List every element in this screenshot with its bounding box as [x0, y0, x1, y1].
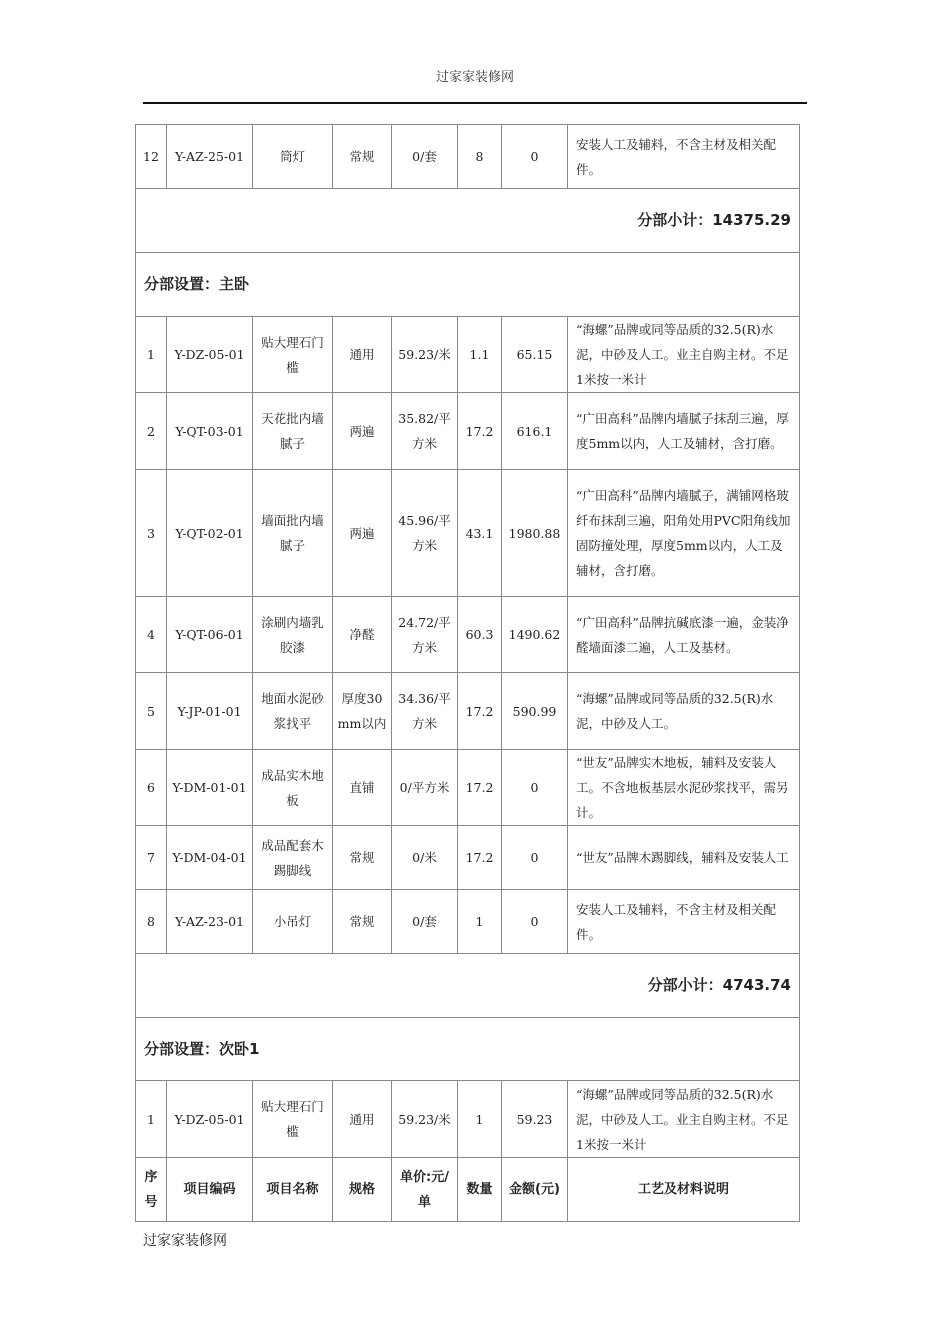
- subtotal-text: 分部小计：4743.74: [136, 954, 800, 1018]
- cell-code: Y-QT-02-01: [167, 470, 253, 597]
- cell-qty: 60.3: [458, 597, 502, 673]
- cell-name: 贴大理石门槛: [253, 1081, 333, 1158]
- cell-spec: 通用: [333, 1081, 392, 1158]
- cell-price: 45.96/平方米: [392, 470, 458, 597]
- cell-amount: 1980.88: [502, 470, 568, 597]
- cell-desc: “广田高科”品牌抗碱底漆一遍，金装净醛墙面漆二遍，人工及基材。: [568, 597, 800, 673]
- table-row: [136, 673, 800, 750]
- cell-price: 0/套: [392, 125, 458, 189]
- cell-name: 墙面批内墙腻子: [253, 470, 333, 597]
- subtotal-text: 分部小计：14375.29: [136, 189, 800, 253]
- cell-seq: 8: [136, 890, 167, 954]
- cell-amount: 0: [502, 826, 568, 890]
- cell-name: 成品配套木踢脚线: [253, 826, 333, 890]
- header-code: 项目编码: [167, 1158, 253, 1222]
- cell-spec: 常规: [333, 125, 392, 189]
- cell-desc: “广田高科”品牌内墙腻子抹刮三遍，厚度5mm以内，人工及辅材，含打磨。: [568, 393, 800, 470]
- cell-seq: 4: [136, 597, 167, 673]
- cell-spec: 净醛: [333, 597, 392, 673]
- cell-price: 0/套: [392, 890, 458, 954]
- cell-qty: 17.2: [458, 750, 502, 826]
- table-row: [136, 890, 800, 954]
- cell-seq: 3: [136, 470, 167, 597]
- cell-spec: 厚度30mm以内: [333, 673, 392, 750]
- cell-name: 小吊灯: [253, 890, 333, 954]
- cell-desc: “海螺”品牌或同等品质的32.5(R)水泥，中砂及人工。: [568, 673, 800, 750]
- cell-price: 0/米: [392, 826, 458, 890]
- cell-amount: 1490.62: [502, 597, 568, 673]
- cell-qty: 43.1: [458, 470, 502, 597]
- cell-name: 贴大理石门槛: [253, 317, 333, 393]
- cell-code: Y-JP-01-01: [167, 673, 253, 750]
- cell-code: Y-DM-04-01: [167, 826, 253, 890]
- cell-code: Y-QT-03-01: [167, 393, 253, 470]
- table-row: [136, 1081, 800, 1158]
- cell-spec: 两遍: [333, 470, 392, 597]
- header-price: 单价:元/单: [392, 1158, 458, 1222]
- cell-seq: 12: [136, 125, 167, 189]
- cell-qty: 1: [458, 1081, 502, 1158]
- cell-spec: 两遍: [333, 393, 392, 470]
- page-header: 过家家装修网: [435, 70, 514, 85]
- cell-spec: 常规: [333, 890, 392, 954]
- cell-code: Y-AZ-23-01: [167, 890, 253, 954]
- cell-qty: 17.2: [458, 673, 502, 750]
- table-row: [136, 393, 800, 470]
- section-title: 分部设置：主卧: [136, 253, 800, 317]
- cell-spec: 常规: [333, 826, 392, 890]
- subtotal-row: [136, 954, 800, 1018]
- cell-amount: 0: [502, 125, 568, 189]
- cell-qty: 17.2: [458, 826, 502, 890]
- cell-qty: 17.2: [458, 393, 502, 470]
- header-name: 项目名称: [253, 1158, 333, 1222]
- cell-desc: “世友”品牌实木地板，辅料及安装人工。不含地板基层水泥砂浆找平，需另计。: [568, 750, 800, 826]
- table-row: [136, 470, 800, 597]
- cell-qty: 1.1: [458, 317, 502, 393]
- cell-desc: 安装人工及辅料，不含主材及相关配件。: [568, 125, 800, 189]
- cell-name: 筒灯: [253, 125, 333, 189]
- cell-name: 天花批内墙腻子: [253, 393, 333, 470]
- cell-desc: “海螺”品牌或同等品质的32.5(R)水泥，中砂及人工。业主自购主材。不足1米按一米计: [568, 317, 800, 393]
- cell-name: 地面水泥砂浆找平: [253, 673, 333, 750]
- cell-price: 34.36/平方米: [392, 673, 458, 750]
- cell-desc: 安装人工及辅料，不含主材及相关配件。: [568, 890, 800, 954]
- cell-amount: 65.15: [502, 317, 568, 393]
- header-qty: 数量: [458, 1158, 502, 1222]
- section-title: 分部设置：次卧1: [136, 1018, 800, 1081]
- table-row: [136, 317, 800, 393]
- cell-seq: 6: [136, 750, 167, 826]
- page-footer: 过家家装修网: [143, 1233, 227, 1249]
- header-seq: 序号: [136, 1158, 167, 1222]
- header-amount: 金额(元): [502, 1158, 568, 1222]
- cell-code: Y-AZ-25-01: [167, 125, 253, 189]
- cell-code: Y-QT-06-01: [167, 597, 253, 673]
- header-desc: 工艺及材料说明: [568, 1158, 800, 1222]
- cell-qty: 8: [458, 125, 502, 189]
- cell-seq: 7: [136, 826, 167, 890]
- cell-seq: 5: [136, 673, 167, 750]
- cell-code: Y-DZ-05-01: [167, 317, 253, 393]
- table-row: [136, 750, 800, 826]
- cell-name: 涂刷内墙乳胶漆: [253, 597, 333, 673]
- cell-spec: 通用: [333, 317, 392, 393]
- header-divider: [143, 102, 807, 104]
- cell-code: Y-DM-01-01: [167, 750, 253, 826]
- cell-price: 24.72/平方米: [392, 597, 458, 673]
- cell-qty: 1: [458, 890, 502, 954]
- cell-amount: 616.1: [502, 393, 568, 470]
- cell-amount: 0: [502, 750, 568, 826]
- cell-desc: “世友”品牌木踢脚线，辅料及安装人工: [568, 826, 800, 890]
- cell-name: 成品实木地板: [253, 750, 333, 826]
- cell-price: 59.23/米: [392, 1081, 458, 1158]
- cell-desc: “广田高科”品牌内墙腻子，满铺网格玻纤布抹刮三遍，阳角处用PVC阳角线加固防撞处理，厚度5mm以内，人工及辅材，含打磨。: [568, 470, 800, 597]
- subtotal-row: [136, 189, 800, 253]
- table-row: [136, 597, 800, 673]
- cell-code: Y-DZ-05-01: [167, 1081, 253, 1158]
- cell-amount: 0: [502, 890, 568, 954]
- cell-spec: 直铺: [333, 750, 392, 826]
- cell-amount: 59.23: [502, 1081, 568, 1158]
- cell-price: 0/平方米: [392, 750, 458, 826]
- section-row: [136, 1018, 800, 1081]
- cell-price: 59.23/米: [392, 317, 458, 393]
- quotation-table: [135, 124, 800, 1222]
- cell-seq: 1: [136, 317, 167, 393]
- cell-price: 35.82/平方米: [392, 393, 458, 470]
- cell-desc: “海螺”品牌或同等品质的32.5(R)水泥，中砂及人工。业主自购主材。不足1米按一米计: [568, 1081, 800, 1158]
- table-row: [136, 826, 800, 890]
- header-spec: 规格: [333, 1158, 392, 1222]
- table-header-row: [136, 1158, 800, 1222]
- table-row: [136, 125, 800, 189]
- cell-amount: 590.99: [502, 673, 568, 750]
- cell-seq: 1: [136, 1081, 167, 1158]
- cell-seq: 2: [136, 393, 167, 470]
- section-row: [136, 253, 800, 317]
